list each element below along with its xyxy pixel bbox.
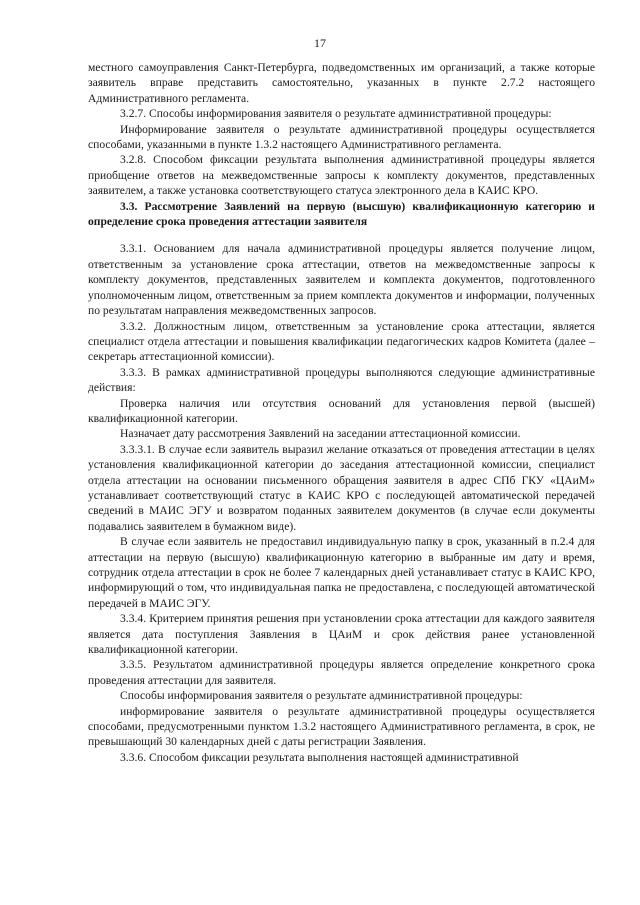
page-number: 17: [314, 36, 326, 50]
paragraph-3-2-7: 3.2.7. Способы информирования заявителя о результате административной процедуры:: [120, 107, 552, 121]
paragraph-3-3-1: 3.3.1. Основанием для начала административной процедуры является получение лицом, ответственным за установление срока аттестации, ответов на межведомственные запросы к комплекту документов, представленных заявителем и комплекта документов, подготовленного уполномоченным лицом, ответственным за прием комплекта документов и информации, полученных по результатам направления межведомственных запросов.: [88, 242, 595, 318]
paragraph-3-3-3-1: 3.3.3.1. В случае если заявитель выразил желание отказаться от проведения аттестации в целях установления квалификационной категории до заседания аттестационной комиссии, специалист отдела аттестации на основании письменного обращения заявителя в адрес СПб ГКУ «ЦАиМ» устанавливает соответствующий статус в КАИС КРО с последующей автоматической передачей сведений в МАИС ЭГУ и возвратом поданных заявителем документов (в случае если документы подавались заявителем в бумажном виде).: [88, 442, 595, 533]
paragraph-3-3-4: 3.3.4. Критерием принятия решения при установлении срока аттестации для каждого заявителя является дата поступления Заявления в ЦАиМ и срок действия ранее установленной квалификационной категории.: [88, 612, 595, 657]
paragraph-continuation: местного самоуправления Санкт-Петербурга, подведомственных им организаций, а также которые заявитель вправе представить самостоятельно, указанных в пункте 2.7.2 настоящего Административного регламента.: [88, 61, 595, 105]
paragraph-3-3-3: 3.3.3. В рамках административной процедуры выполняются следующие административные действия:: [88, 365, 595, 395]
paragraph-folder-not-provided: В случае если заявитель не предоставил индивидуальную папку в срок, указанный в п.2.4 для аттестации на первую (высшую) квалификационную категорию в выбранные им дату и время, сотрудник отдела аттестации в срок не более 7 календарных дней устанавливает статус в КАИС КРО, информирующий о том, что индивидуальная папка не предоставлена, с последующей автоматической передачей в МАИС ЭГУ.: [88, 535, 595, 610]
paragraph-assign-date: Назначает дату рассмотрения Заявлений на заседании аттестационной комиссии.: [120, 427, 521, 441]
paragraph-3-3-2: 3.3.2. Должностным лицом, ответственным за установление срока аттестации, является специалист отдела аттестации и повышения квалификации педагогических кадров Комитета (далее – секретарь аттестационной комиссии).: [88, 319, 595, 364]
section-heading-3-3: 3.3. Рассмотрение Заявлений на первую (высшую) квалификационную категорию и определение срока проведения аттестации заявителя: [88, 199, 595, 229]
paragraph-check-grounds: Проверка наличия или отсутствия оснований для установления первой (высшей) квалификационной категории.: [88, 396, 595, 425]
paragraph-informing: Информирование заявителя о результате административной процедуры осуществляется способами, указанными в пункте 1.3.2 настоящего Административного регламента.: [88, 122, 595, 152]
document-body: [88, 60, 595, 765]
paragraph-3-3-5: 3.3.5. Результатом административной процедуры является определение конкретного срока проведения аттестации для заявителя.: [88, 658, 595, 687]
paragraph-info-methods: Способы информирования заявителя о результате административной процедуры:: [120, 689, 523, 703]
paragraph-3-2-8: 3.2.8. Способом фиксации результата выполнения административной процедуры является приобщение ответов на межведомственные запросы к комплекту документов, представленных заявителем, а также установка соответствующего статуса электронного дела в КАИС КРО.: [88, 153, 595, 198]
paragraph-info-details: информирование заявителя о результате административной процедуры осуществляется способами, предусмотренными пунктом 1.3.2 настоящего Административного регламента, в срок, не превышающий 30 календарных дней с даты регистрации Заявления.: [88, 704, 595, 749]
paragraph-3-3-6: 3.3.6. Способом фиксации результата выполнения настоящей административной: [120, 750, 519, 764]
